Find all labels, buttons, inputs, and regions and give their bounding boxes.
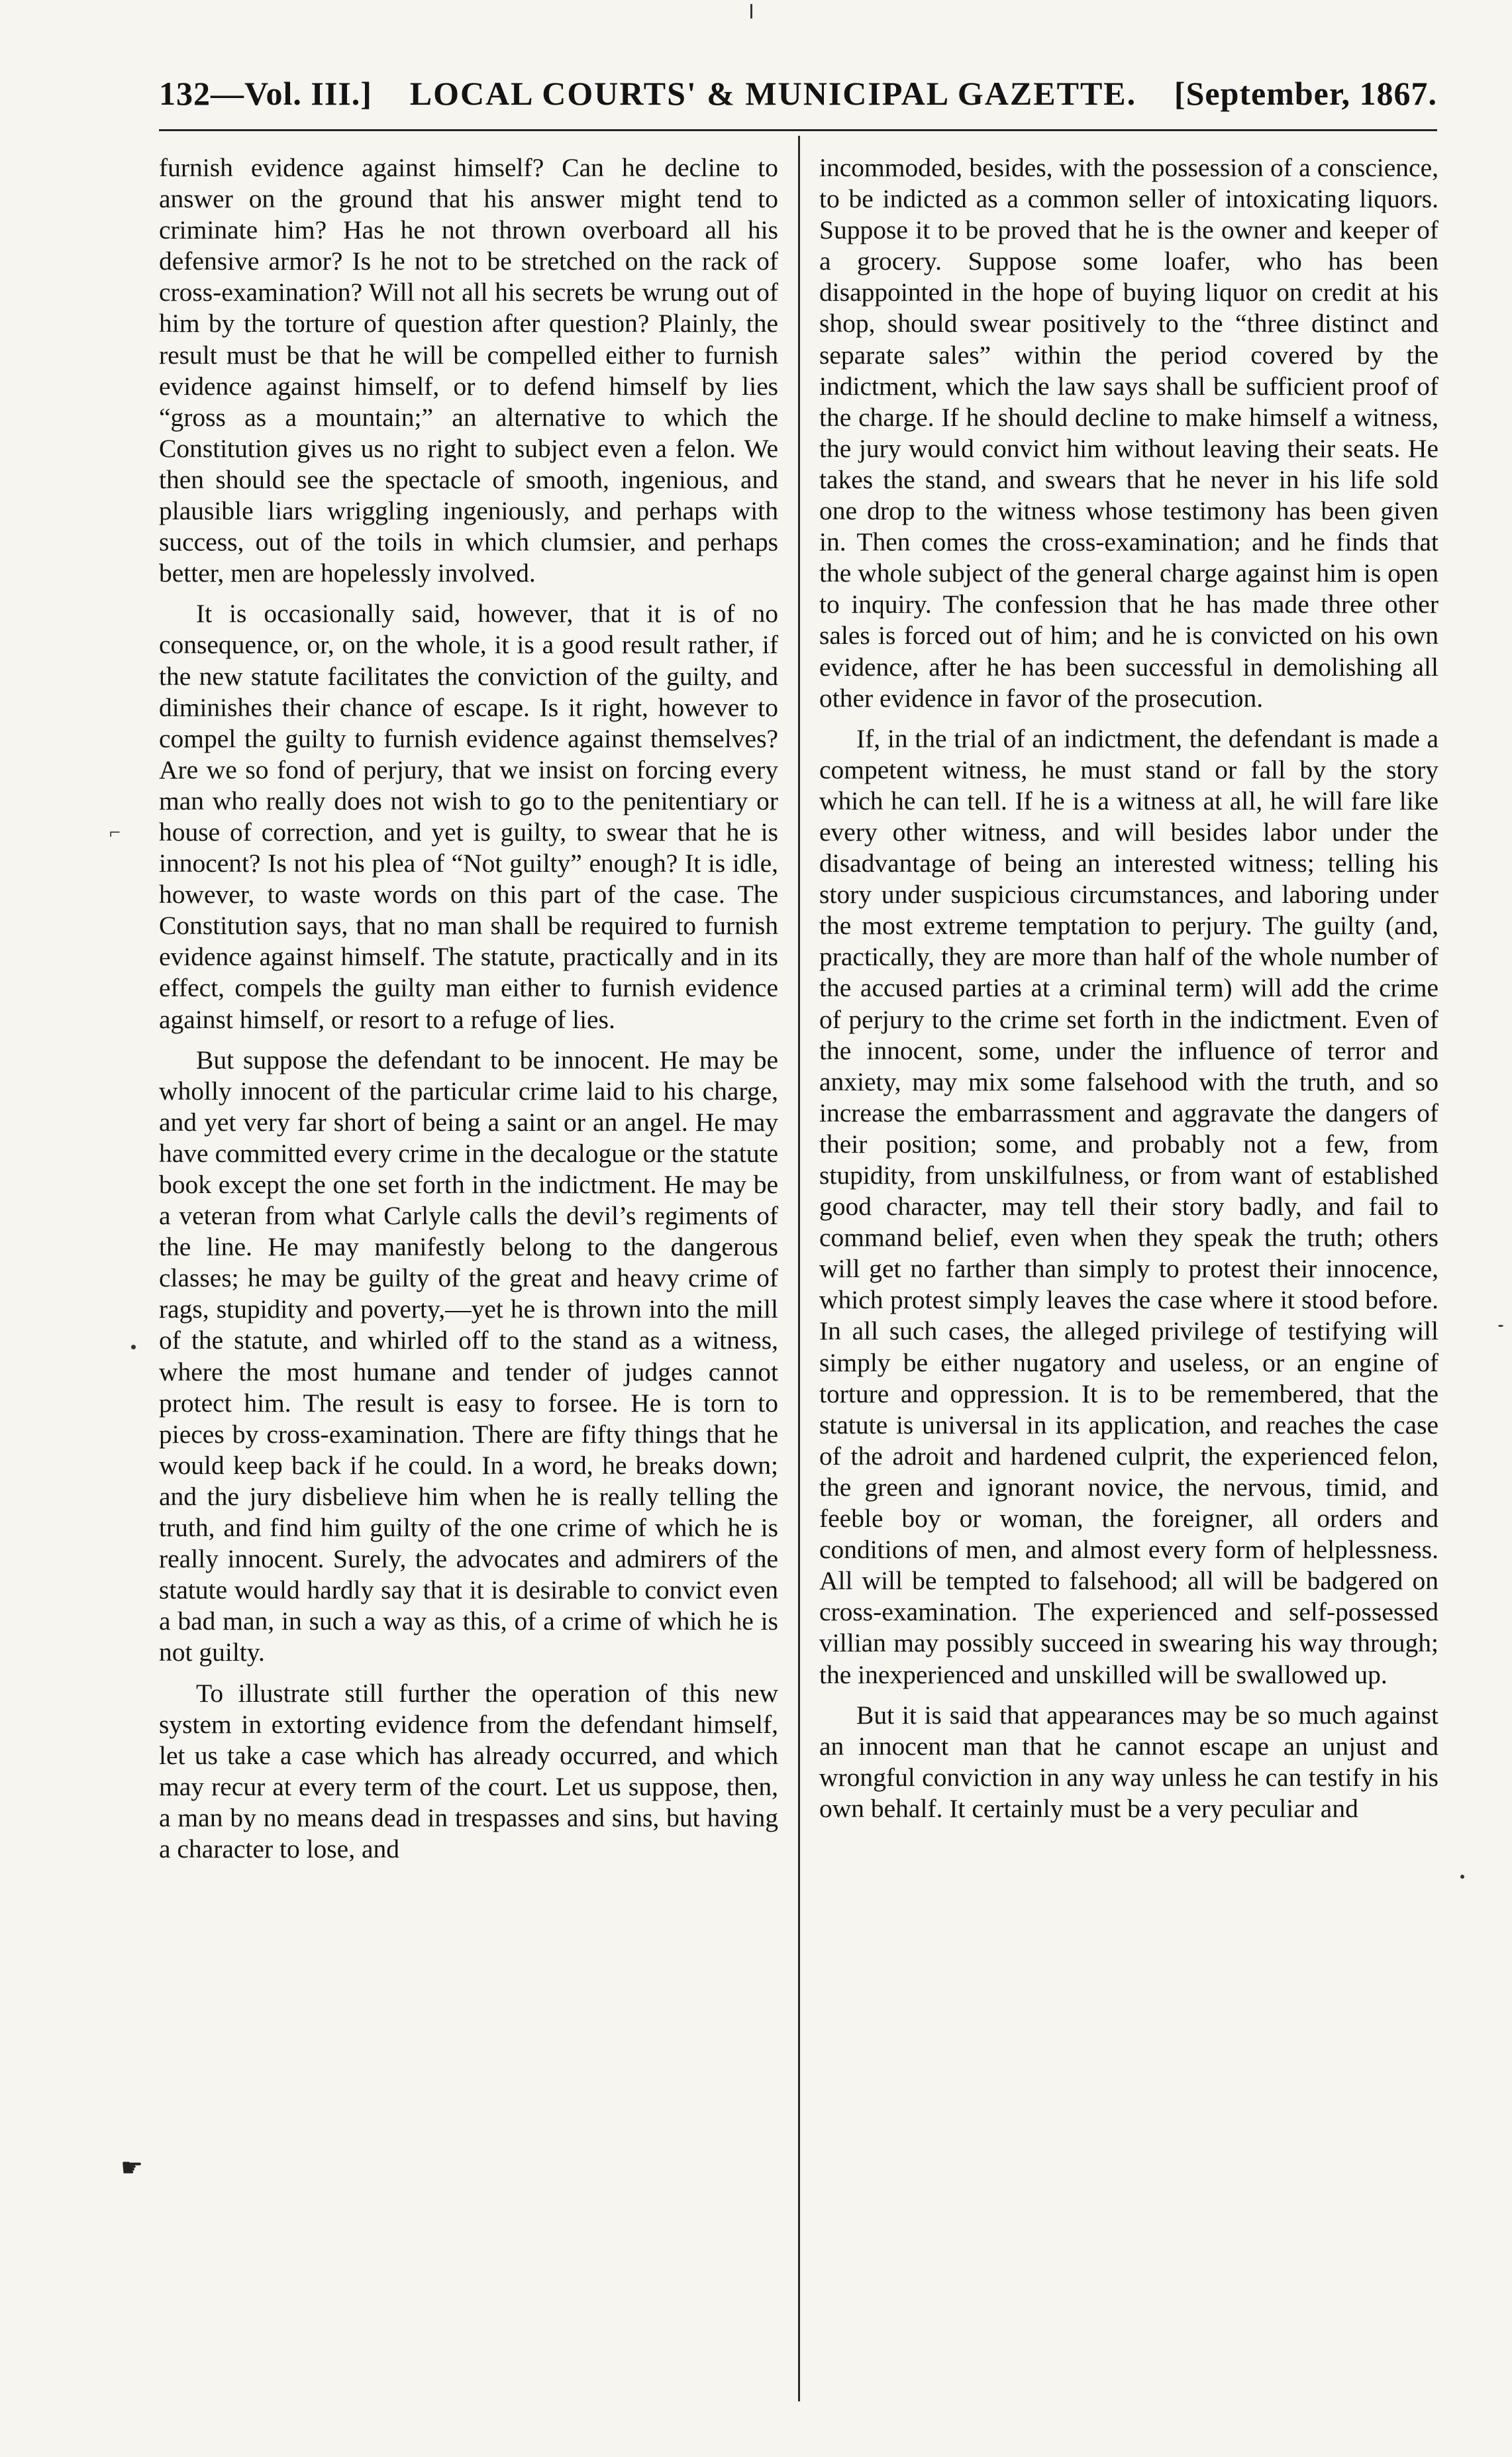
print-speck: [1498, 1325, 1503, 1327]
right-paragraph-3: But it is said that appearances may be so much against an innocent man that he cannot escape an unjust and wrongful conviction in any way unless he can testify in his own behalf. It certainly must be a very peculiar and: [819, 1700, 1438, 1823]
publication-title: LOCAL COURTS' & MUNICIPAL GAZETTE.: [409, 75, 1137, 112]
print-speck: [131, 1345, 136, 1349]
page-header: [159, 74, 1437, 121]
issue-date: [September, 1867.: [1174, 75, 1437, 112]
pointing-hand-icon: ☛: [121, 2154, 144, 2182]
print-speck: [750, 4, 752, 19]
print-speck: [1460, 1875, 1464, 1879]
margin-arrow-icon: ⌐: [109, 821, 121, 843]
left-paragraph-4: To illustrate still further the operation of this new system in extorting evidence from the defendant himself, let us take a case which has already occurred, and which may recur at every term of the court. Let us suppose, then, a man by no means dead in trespasses and sins, but having a character to lose, and: [159, 1678, 778, 1863]
right-paragraph-2: If, in the trial of an indictment, the defendant is made a competent witness, he must stand or fall by the story which he can tell. If he is a witness at all, he will fare like every other witness, and will besides labor under the disadvantage of being an interested witness; telling his story under suspicious circumstances, and laboring under the most extreme temptation to perjury. The guilty (and, practically, they are more than half of the whole number of the accused parties at a criminal term) will add the crime of perjury to the crime set forth in the indictment. Even of the innocent, some, under the influence of terror and anxiety, may mix some falsehood with the truth, and so increase the embarrassment and aggravate the dangers of their position; some, and probably not a few, from stupidity, from unskilfulness, or from want of established good character, may tell their story badly, and fail to command belief, even when they speak the truth; others will get no farther than simply to protest their innocence, which protest simply leaves the case where it stood before. In all such cases, the alleged privilege of testifying will simply be either nugatory and useless, or an engine of torture and oppression. It is to be remembered, that the statute is universal in its application, and reaches the case of the adroit and hardened culprit, the experienced felon, the green and ignorant novice, the nervous, timid, and feeble boy or woman, the foreigner, all orders and conditions of men, and almost every form of helplessness. All will be tempted to falsehood; all will be badgered on cross-examination. The experienced and self-possessed villian may possibly succeed in swearing his way through; the inexperienced and unskilled will be swallowed up.: [819, 723, 1438, 1689]
left-paragraph-2: It is occasionally said, however, that it is of no consequence, or, on the whole, it is a good result rather, if the new statute facilitates the conviction of the guilty, and diminishes their chance of escape. Is it right, however to compel the guilty to furnish evidence against themselves? Are we so fond of perjury, that we insist on forcing every man who really does not wish to go to the penitentiary or house of correction, and yet is guilty, to swear that he is innocent? Is not his plea of “Not guilty” enough? It is idle, however, to waste words on this part of the case. The Constitution says, that no man shall be required to furnish evidence against himself. The statute, practically and in its effect, compels the guilty man either to furnish evidence against himself, or resort to a refuge of lies.: [159, 599, 778, 1034]
left-paragraph-3: But suppose the defendant to be innocent. He may be wholly innocent of the particular crime laid to his charge, and yet very far short of being a saint or an angel. He may have committed every crime in the decalogue or the statute book except the one set forth in the indictment. He may be a veteran from what Carlyle calls the devil’s regiments of the line. He may manifestly belong to the dangerous classes; he may be guilty of the great and heavy crime of rags, stupidity and poverty,—yet he is thrown into the mill of the statute, and whirled off to the stand as a witness, where the most humane and tender of judges cannot protect him. The result is easy to forsee. He is torn to pieces by cross-examination. There are fifty things that he would keep back if he could. In a word, he breaks down; and the jury disbelieve him when he is really telling the truth, and find him guilty of the one crime of which he is really innocent. Surely, the advocates and admirers of the statute would hardly say that it is desirable to convict even a bad man, in such a way as this, of a crime of which he is not guilty.: [159, 1045, 778, 1667]
page-volume: 132—Vol. III.]: [159, 75, 372, 112]
left-column: [159, 152, 778, 1865]
left-paragraph-1: furnish evidence against himself? Can he decline to answer on the ground that his answer might tend to criminate him? Has he not thrown overboard all his defensive armor? Is he not to be stretched on the rack of cross-examination? Will not all his secrets be wrung out of him by the torture of question after question? Plainly, the result must be that he will be compelled either to furnish evidence against himself, or to defend himself by lies “gross as a mountain;” an alternative to which the Constitution gives us no right to subject even a felon. We then should see the spectacle of smooth, ingenious, and plausible liars wriggling ingeniously, and perhaps with success, out of the toils in which clumsier, and perhaps better, men are hopelessly involved.: [159, 153, 778, 588]
column-divider: [798, 136, 800, 2401]
right-paragraph-1: incommoded, besides, with the possession of a conscience, to be indicted as a common seller of intoxicating liquors. Suppose it to be proved that he is the owner and keeper of a grocery. Suppose some loafer, who has been disappointed in the hope of buying liquor on credit at his shop, should swear positively to the “three distinct and separate sales” within the period covered by the indictment, which the law says shall be sufficient proof of the charge. If he should decline to make himself a witness, the jury would convict him without leaving their seats. He takes the stand, and swears that he never in his life sold one drop to the witness whose testimony has been given in. Then comes the cross-examination; and he finds that the whole subject of the general charge against him is open to inquiry. The confession that he has made three other sales is forced out of him; and he is convicted on his own evidence, after he has been successful in demolishing all other evidence in favor of the prosecution.: [819, 153, 1438, 713]
header-rule: [159, 129, 1437, 131]
right-column: [819, 152, 1438, 1824]
